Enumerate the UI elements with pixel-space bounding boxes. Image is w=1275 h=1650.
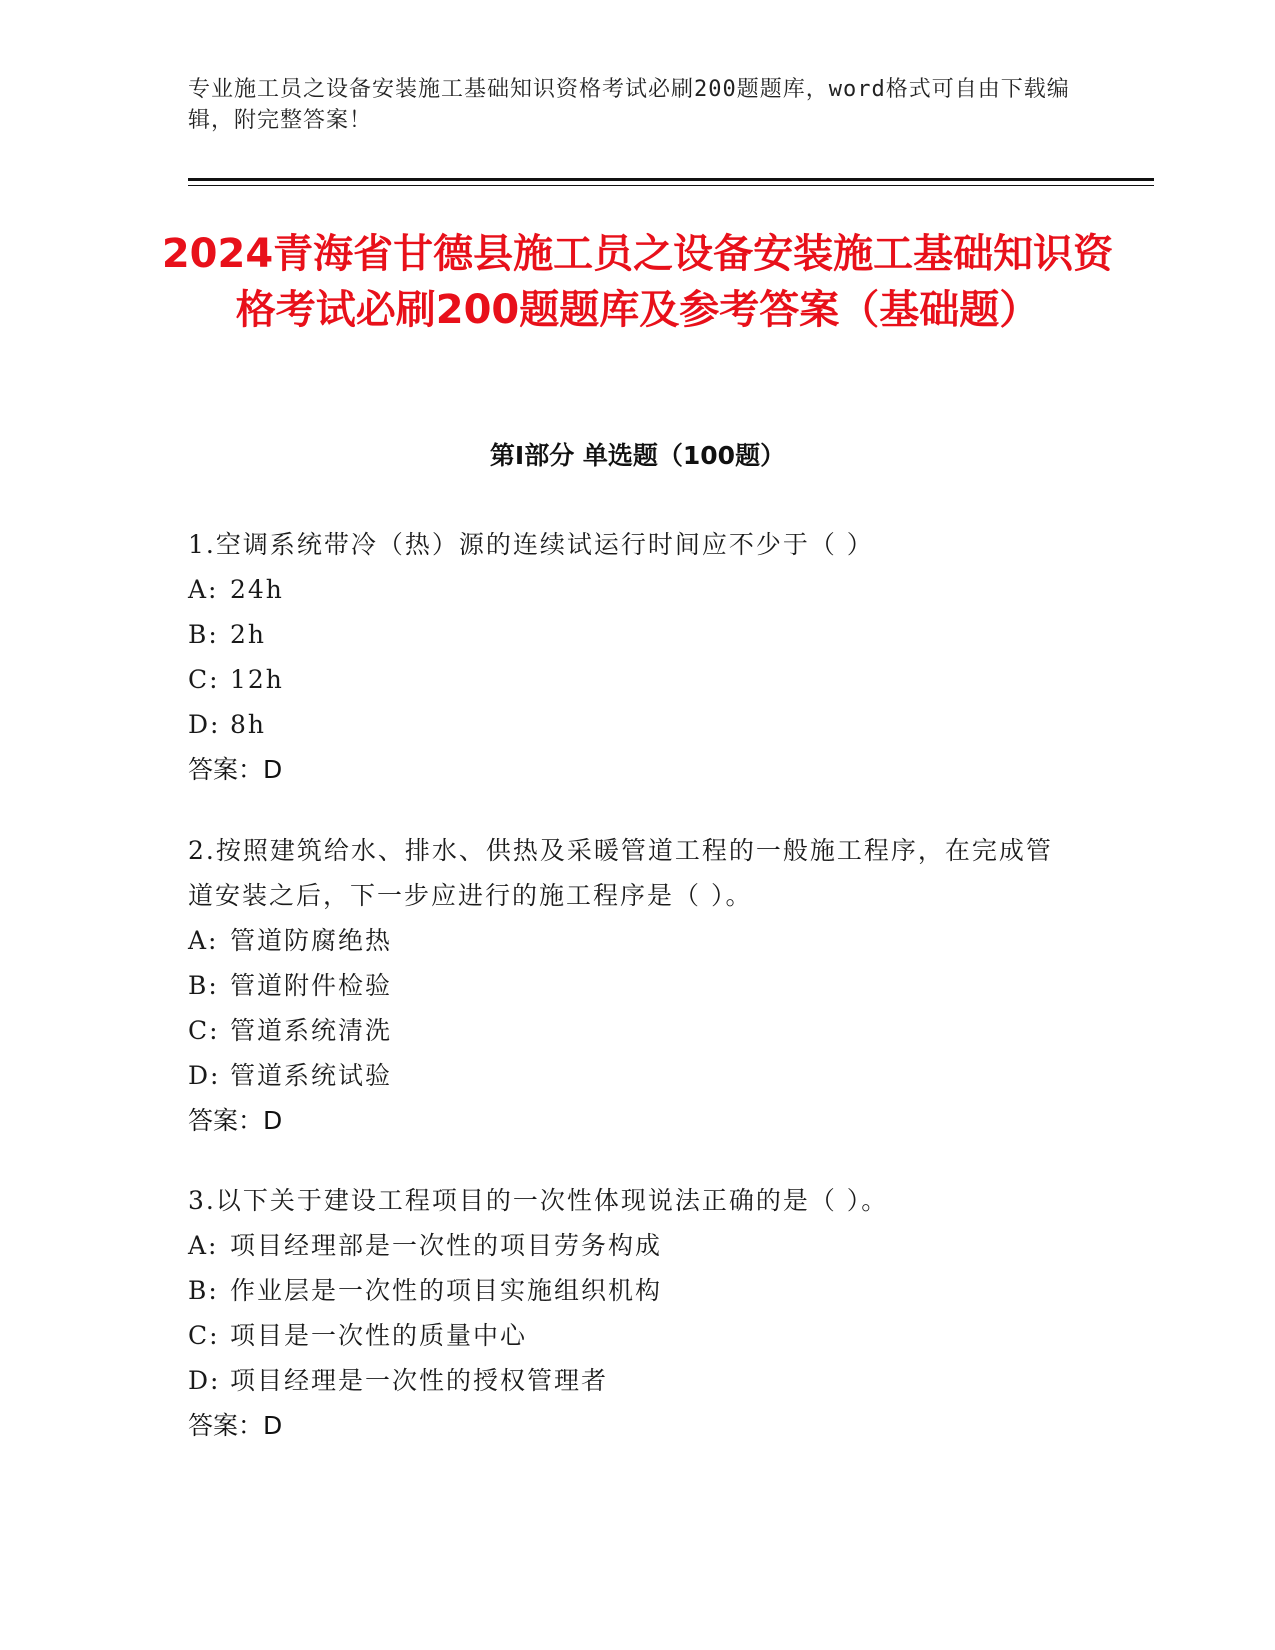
option-text: 24h bbox=[230, 575, 284, 604]
option-letter: C: bbox=[188, 665, 220, 694]
option-d bbox=[188, 1358, 1068, 1403]
option-c bbox=[188, 657, 1068, 702]
header-note: 专业施工员之设备安装施工基础知识资格考试必刷200题题库，word格式可自由下载编辑，附完整答案！ bbox=[188, 77, 1070, 133]
option-letter: D: bbox=[188, 710, 221, 739]
document-title: 2024青海省甘德县施工员之设备安装施工基础知识资格考试必刷200题题库及参考答案（基础题） bbox=[161, 231, 1114, 333]
option-d bbox=[188, 702, 1068, 747]
answer-value: D bbox=[263, 1106, 283, 1135]
option-text: 12h bbox=[230, 665, 284, 694]
header-divider-thick bbox=[188, 178, 1154, 181]
option-b bbox=[188, 963, 1068, 1008]
option-letter: A: bbox=[188, 575, 219, 604]
option-b bbox=[188, 612, 1068, 657]
option-letter: D: bbox=[188, 1061, 221, 1090]
answer-line bbox=[188, 1098, 1068, 1143]
option-text: 项目经理部是一次性的项目劳务构成 bbox=[230, 1231, 663, 1260]
answer-value: D bbox=[263, 1411, 283, 1440]
section-heading: 第I部分 单选题（100题） bbox=[489, 441, 786, 470]
option-c bbox=[188, 1313, 1068, 1358]
option-text: 作业层是一次性的项目实施组织机构 bbox=[230, 1276, 663, 1305]
option-text: 管道防腐绝热 bbox=[230, 926, 393, 955]
answer-prefix: 答案： bbox=[188, 1411, 264, 1440]
option-text: 项目是一次性的质量中心 bbox=[230, 1321, 528, 1350]
answer-line bbox=[188, 1403, 1068, 1448]
option-letter: A: bbox=[188, 926, 219, 955]
option-letter: A: bbox=[188, 1231, 219, 1260]
question-stem: 3.以下关于建设工程项目的一次性体现说法正确的是（ ）。 bbox=[188, 1186, 889, 1215]
option-letter: D: bbox=[188, 1366, 221, 1395]
option-text: 2h bbox=[230, 620, 267, 649]
question-stem: 2.按照建筑给水、排水、供热及采暖管道工程的一般施工程序，在完成管道安装之后，下一步应进行的施工程序是（ ）。 bbox=[188, 836, 1053, 910]
option-letter: B: bbox=[188, 971, 219, 1000]
option-text: 项目经理是一次性的授权管理者 bbox=[230, 1366, 609, 1395]
answer-prefix: 答案： bbox=[188, 755, 264, 784]
option-letter: B: bbox=[188, 1276, 219, 1305]
option-d bbox=[188, 1053, 1068, 1098]
answer-value: D bbox=[263, 755, 283, 784]
answer-prefix: 答案： bbox=[188, 1106, 264, 1135]
question-3 bbox=[188, 1178, 1068, 1448]
option-a bbox=[188, 1223, 1068, 1268]
option-a bbox=[188, 567, 1068, 612]
answer-line bbox=[188, 747, 1068, 792]
question-stem: 1.空调系统带冷（热）源的连续试运行时间应不少于（ ） bbox=[188, 530, 874, 559]
option-letter: C: bbox=[188, 1321, 220, 1350]
option-text: 管道系统试验 bbox=[230, 1061, 393, 1090]
option-c bbox=[188, 1008, 1068, 1053]
option-text: 8h bbox=[230, 710, 267, 739]
option-a bbox=[188, 918, 1068, 963]
option-b bbox=[188, 1268, 1068, 1313]
option-letter: B: bbox=[188, 620, 219, 649]
header-divider-thin bbox=[188, 185, 1154, 186]
option-text: 管道附件检验 bbox=[230, 971, 393, 1000]
option-text: 管道系统清洗 bbox=[230, 1016, 393, 1045]
question-1 bbox=[188, 522, 1068, 792]
question-2 bbox=[188, 828, 1068, 1143]
option-letter: C: bbox=[188, 1016, 220, 1045]
